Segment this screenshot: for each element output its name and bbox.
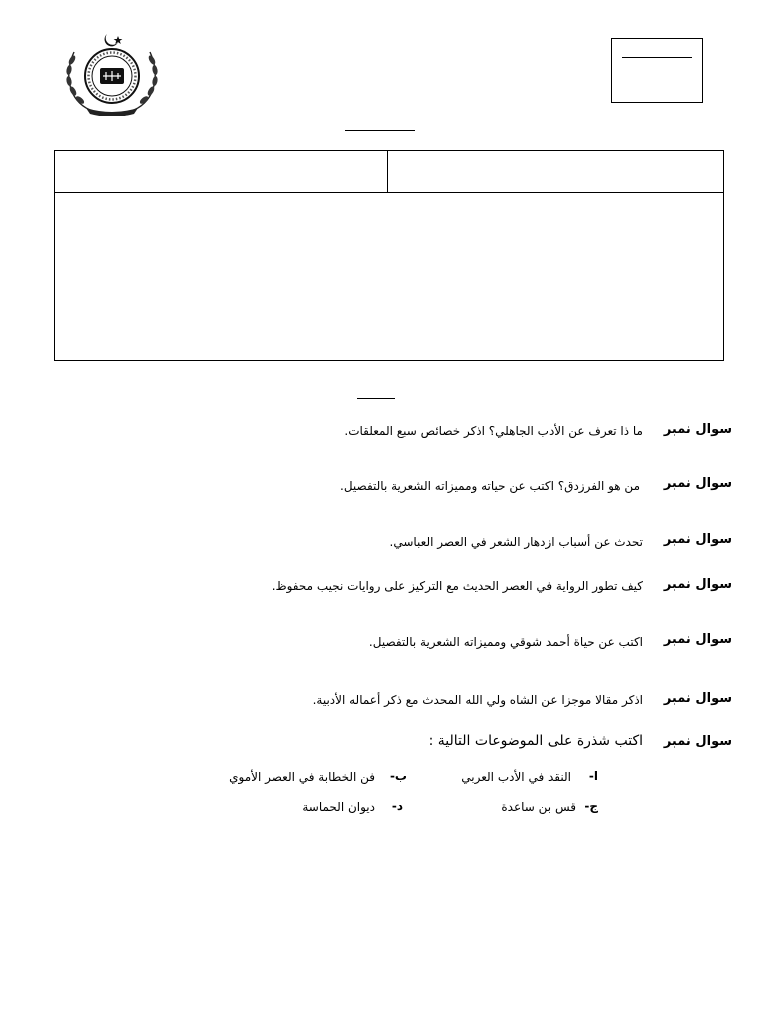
question-text: ما ذا تعرف عن الأدب الجاهلي؟ اذكر خصائص سبع المعلقات. (344, 424, 643, 438)
question-label: سوال نمبر (663, 422, 732, 437)
question-label: سوال نمبر (663, 734, 732, 749)
subtopic-marker: ج- (584, 799, 598, 813)
question-text: تحدث عن أسباب ازدهار الشعر في العصر العباسي. (389, 535, 643, 549)
subtopic-text: النقد في الأدب العربي (461, 770, 571, 784)
question-text: اكتب شذرة على الموضوعات التالية : (428, 733, 643, 749)
question-text: اكتب عن حياة أحمد شوقي ومميزاته الشعرية بالتفصيل. (368, 635, 643, 649)
info-table (54, 150, 724, 361)
question-text: اذكر مقالا موجزا عن الشاه ولي الله المحدث مع ذكر أعماله الأدبية. (312, 693, 643, 707)
question-label: سوال نمبر (663, 691, 732, 706)
roll-number-line (622, 57, 692, 58)
subtopic-marker: ا- (588, 769, 598, 783)
emblem-graphic (60, 30, 164, 116)
subtopic-marker: د- (391, 799, 403, 813)
question-text: من هو الفرزدق؟ اكتب عن حياته ومميزاته الشعرية بالتفصيل. (340, 479, 640, 493)
question-label: سوال نمبر (663, 532, 732, 547)
question-label: سوال نمبر (663, 476, 732, 491)
subtopic-marker: ب- (389, 769, 407, 783)
question-label: سوال نمبر (663, 577, 732, 592)
commission-emblem (60, 30, 164, 116)
roll-number-box (611, 38, 703, 103)
info-table-header-row (55, 151, 723, 193)
section-underline (357, 398, 395, 399)
question-label: سوال نمبر (663, 632, 732, 647)
title-underline (345, 130, 415, 131)
subtopic-text: قس بن ساعدة (501, 800, 576, 814)
info-table-divider (387, 151, 388, 192)
question-text: كيف تطور الرواية في العصر الحديث مع التركيز على روايات نجيب محفوظ. (271, 579, 643, 593)
subtopic-text: ديوان الحماسة (302, 800, 375, 814)
subtopic-text: فن الخطابة في العصر الأموي (229, 770, 375, 784)
